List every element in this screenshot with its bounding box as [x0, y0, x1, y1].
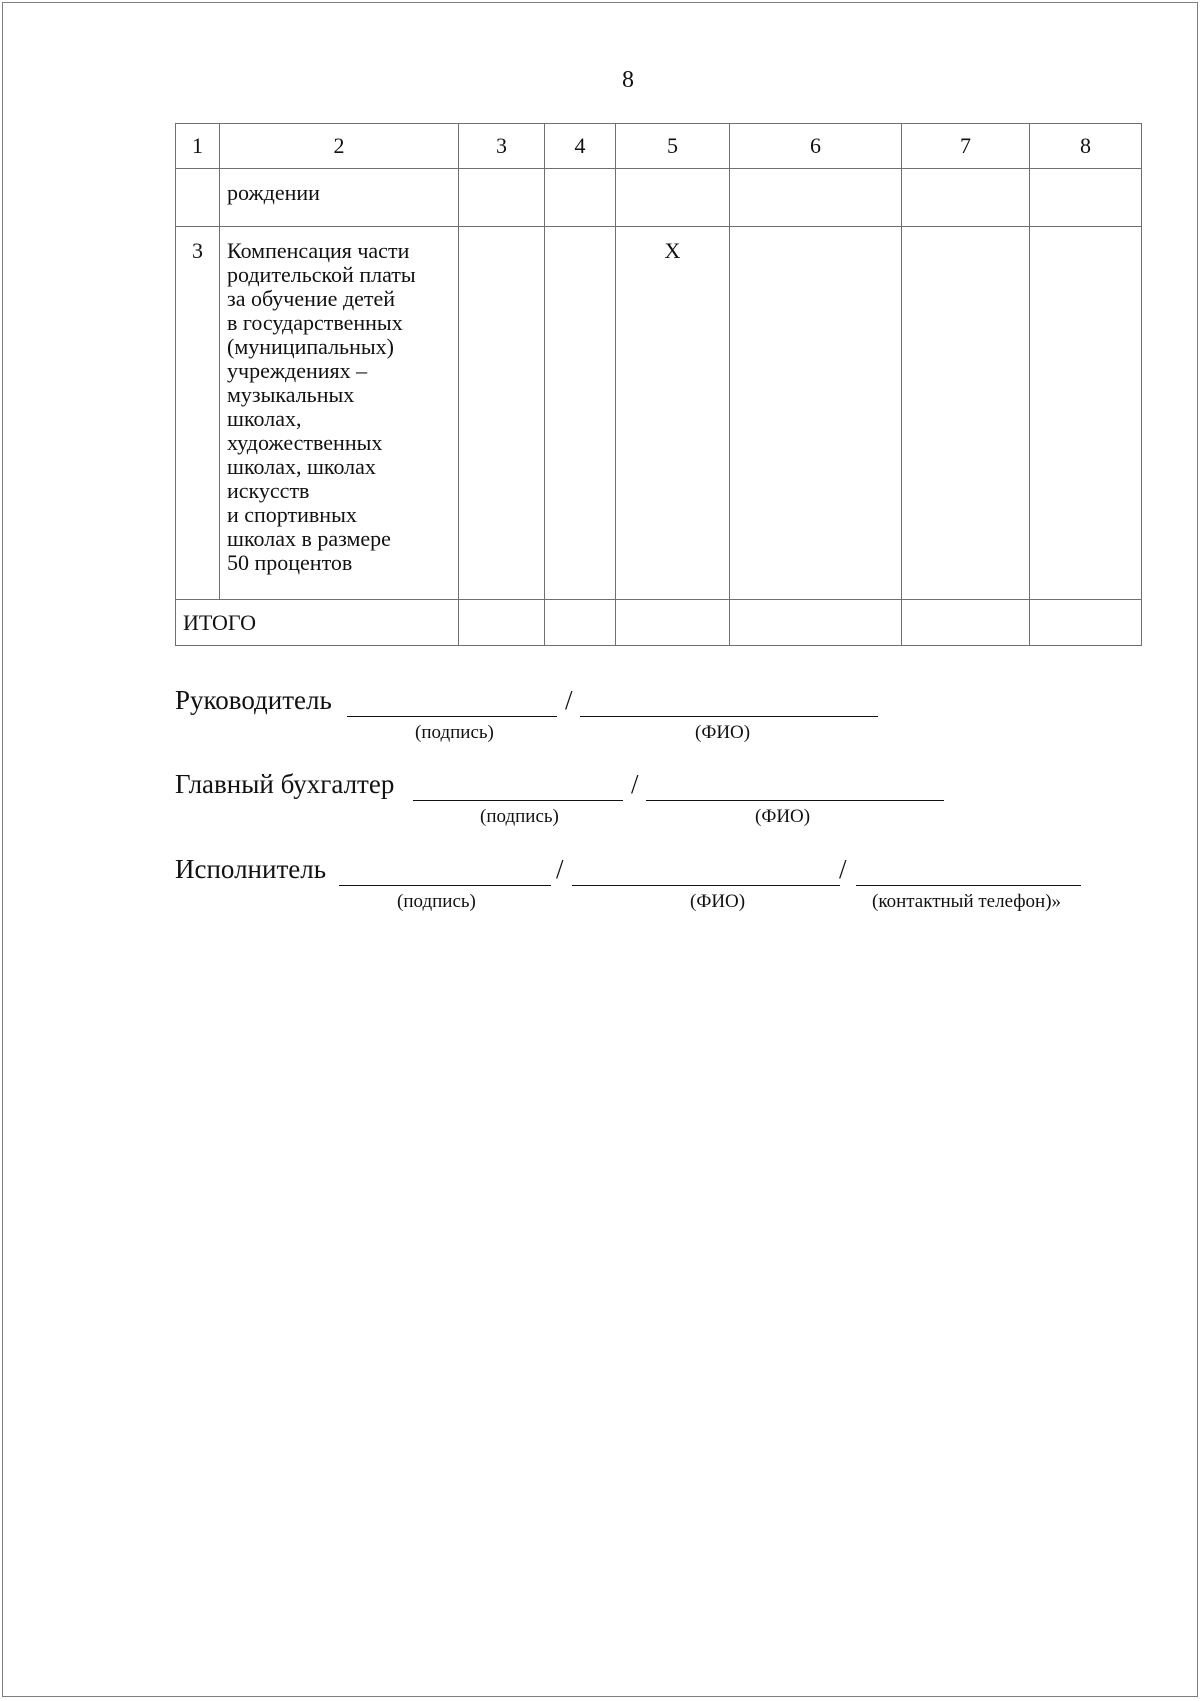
- phone-line[interactable]: [856, 885, 1081, 886]
- header-cell: 8: [1030, 124, 1142, 169]
- description-line: школах в размере: [227, 526, 391, 551]
- name-line[interactable]: [646, 800, 944, 801]
- table-cell: [616, 600, 730, 646]
- table-cell: [730, 227, 902, 600]
- row-description: [220, 227, 459, 600]
- table-cell: [730, 600, 902, 646]
- name-line[interactable]: [580, 716, 878, 717]
- caption-sign: (подпись): [480, 806, 559, 827]
- slash: /: [839, 854, 847, 884]
- header-cell: 4: [545, 124, 616, 169]
- slash: /: [565, 685, 573, 715]
- description-line: 50 процентов: [227, 550, 353, 575]
- col5-mark: Х: [616, 227, 730, 600]
- table-cell: [459, 169, 545, 227]
- description-line: в государственных: [227, 310, 403, 335]
- header-cell: 2: [220, 124, 459, 169]
- table-cell: [902, 600, 1030, 646]
- signature-label: Руководитель: [175, 685, 332, 715]
- table-cell: [176, 169, 220, 227]
- name-line[interactable]: [572, 885, 840, 886]
- total-row: [176, 600, 1142, 646]
- table-cell: [902, 227, 1030, 600]
- table-row: [176, 169, 1142, 227]
- description-line: школах, школах: [227, 454, 376, 479]
- table-cell: [616, 169, 730, 227]
- caption-sign: (подпись): [415, 722, 494, 743]
- description-line: за обучение детей: [227, 286, 396, 311]
- description-line: учреждениях –: [227, 358, 368, 383]
- caption-name: (ФИО): [695, 722, 751, 743]
- description-line: музыкальных: [227, 382, 355, 407]
- table-row: [176, 227, 1142, 600]
- description-line: художественных: [227, 430, 383, 455]
- caption-sign: (подпись): [397, 891, 476, 912]
- document-page: [2, 2, 1198, 1697]
- description-line: Компенсация части: [227, 238, 410, 263]
- table-cell: [545, 227, 616, 600]
- description-line: искусств: [227, 478, 310, 503]
- table-cell: [545, 600, 616, 646]
- signature-head: [175, 685, 895, 745]
- page-number: 8: [622, 67, 634, 93]
- caption-name: (ФИО): [690, 891, 746, 912]
- report-table: [175, 123, 1142, 646]
- description-line: школах,: [227, 406, 302, 431]
- table-cell: [545, 169, 616, 227]
- header-cell: 5: [616, 124, 730, 169]
- signature-label: Главный бухгалтер: [175, 769, 395, 799]
- signature-label: Исполнитель: [175, 854, 327, 884]
- description-line: и спортивных: [227, 502, 357, 527]
- sign-line[interactable]: [347, 716, 557, 717]
- header-cell: 6: [730, 124, 902, 169]
- table-cell: [902, 169, 1030, 227]
- description-line: (муниципальных): [227, 334, 394, 359]
- table-header-row: [176, 124, 1142, 169]
- caption-name: (ФИО): [755, 806, 811, 827]
- sign-line[interactable]: [339, 885, 551, 886]
- caption-phone: (контактный телефон)»: [872, 891, 1062, 912]
- total-label: ИТОГО: [176, 600, 459, 646]
- table-cell: [1030, 227, 1142, 600]
- row-number: 3: [176, 227, 220, 600]
- slash: /: [556, 854, 564, 884]
- table-cell: [1030, 600, 1142, 646]
- header-cell: 1: [176, 124, 220, 169]
- description-line: родительской платы: [227, 262, 416, 287]
- table-cell: [459, 227, 545, 600]
- slash: /: [631, 769, 639, 799]
- table-cell: [1030, 169, 1142, 227]
- table-cell: [730, 169, 902, 227]
- header-cell: 3: [459, 124, 545, 169]
- continuation-text: рождении: [220, 169, 459, 227]
- signature-accountant: [175, 769, 955, 829]
- header-cell: 7: [902, 124, 1030, 169]
- signature-executor: [175, 854, 1095, 914]
- table-cell: [459, 600, 545, 646]
- sign-line[interactable]: [413, 800, 623, 801]
